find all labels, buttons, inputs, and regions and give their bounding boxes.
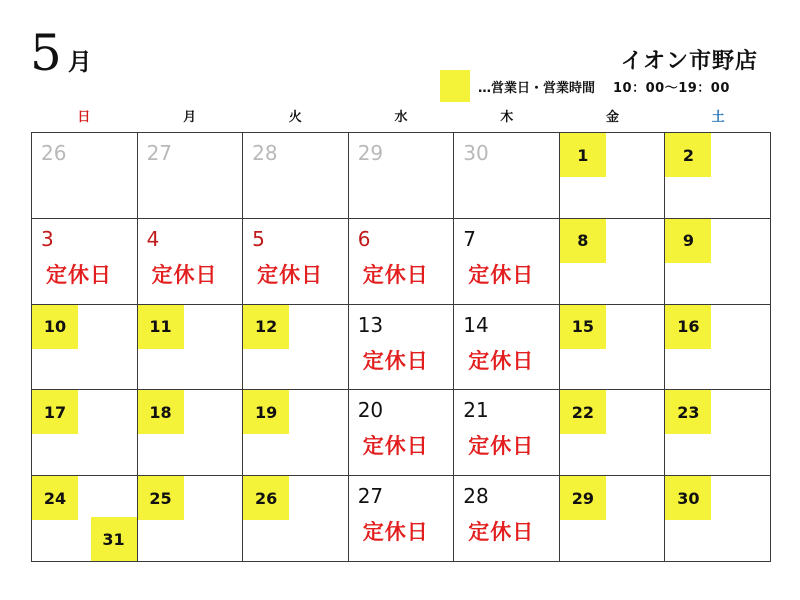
day-cell <box>243 390 349 476</box>
weekday-header <box>31 106 771 125</box>
day-cell <box>349 219 455 305</box>
month-suffix: 月 <box>67 48 92 76</box>
day-cell <box>32 133 138 219</box>
business-day-number: 12 <box>243 305 289 349</box>
legend-swatch <box>440 70 470 102</box>
day-number: 20 <box>357 398 384 423</box>
day-number: 5 <box>252 226 265 251</box>
day-number: 28 <box>463 484 489 509</box>
day-cell <box>665 305 771 391</box>
business-day-number: 22 <box>560 390 606 434</box>
day-cell <box>243 476 349 562</box>
business-day-number: 15 <box>560 305 606 349</box>
previous-month-day-number: 29 <box>357 141 384 165</box>
day-cell <box>138 219 244 305</box>
day-cell <box>560 305 666 391</box>
closed-day-label: 定休日 <box>362 262 429 287</box>
business-day-number: 25 <box>138 476 184 520</box>
business-day-number: 24 <box>32 476 78 520</box>
business-day-number: 30 <box>665 476 711 520</box>
day-cell <box>349 476 455 562</box>
previous-month-day-number: 26 <box>41 141 67 165</box>
weekday-mon: 月 <box>183 110 197 125</box>
business-day-number: 16 <box>665 305 711 349</box>
day-cell <box>454 305 560 391</box>
business-day-number: 23 <box>665 390 711 434</box>
closed-day-label: 定休日 <box>151 262 218 287</box>
day-number: 13 <box>357 312 384 337</box>
day-cell <box>32 219 138 305</box>
closed-day-label: 定休日 <box>468 520 535 545</box>
day-number: 4 <box>146 226 160 251</box>
legend-hours: 10：00〜19：00 <box>613 80 730 96</box>
business-day-number: 18 <box>138 390 184 434</box>
legend <box>440 70 730 102</box>
business-day-number: 19 <box>243 390 289 434</box>
weekday-sun: 日 <box>77 110 91 125</box>
previous-month-day-number: 30 <box>463 141 489 165</box>
day-cell <box>454 219 560 305</box>
day-cell <box>454 133 560 219</box>
day-cell <box>665 390 771 476</box>
closed-day-label: 定休日 <box>46 262 112 287</box>
business-day-number: 1 <box>560 133 606 177</box>
closed-day-label: 定休日 <box>362 348 429 373</box>
day-number: 21 <box>463 398 489 423</box>
closed-day-label: 定休日 <box>257 262 324 287</box>
business-day-number: 8 <box>560 219 606 263</box>
business-day-number: 9 <box>665 219 711 263</box>
business-day-number: 17 <box>32 390 78 434</box>
day-cell <box>349 305 455 391</box>
day-cell <box>243 133 349 219</box>
business-day-number: 11 <box>138 305 184 349</box>
day-number: 6 <box>357 226 371 251</box>
closed-day-label: 定休日 <box>362 520 429 545</box>
day-cell <box>665 219 771 305</box>
business-day-number: 31 <box>91 517 137 561</box>
day-cell <box>560 133 666 219</box>
previous-month-day-number: 27 <box>146 141 173 165</box>
day-cell <box>243 305 349 391</box>
day-number: 3 <box>41 226 54 251</box>
legend-text: …営業日・営業時間 <box>478 80 596 96</box>
business-day-number: 10 <box>32 305 78 349</box>
business-day-number: 26 <box>243 476 289 520</box>
weekday-sat: 土 <box>711 110 725 125</box>
closed-day-label: 定休日 <box>468 348 535 373</box>
day-cell <box>454 476 560 562</box>
day-cell <box>349 133 455 219</box>
store-name: イオン市野店 <box>620 49 758 74</box>
day-number: 7 <box>463 226 477 251</box>
day-cell <box>560 476 666 562</box>
month-heading <box>30 24 92 82</box>
day-cell <box>32 476 138 562</box>
day-cell <box>32 305 138 391</box>
day-cell <box>32 390 138 476</box>
closed-day-label: 定休日 <box>468 434 535 459</box>
day-cell <box>138 476 244 562</box>
day-cell <box>560 390 666 476</box>
month-number: 5 <box>30 24 62 82</box>
day-cell <box>138 305 244 391</box>
day-cell <box>665 133 771 219</box>
day-cell <box>665 476 771 562</box>
day-cell <box>349 390 455 476</box>
calendar-grid <box>31 132 771 562</box>
day-cell <box>560 219 666 305</box>
closed-day-label: 定休日 <box>362 434 429 459</box>
business-day-number: 29 <box>560 476 606 520</box>
day-cell <box>138 133 244 219</box>
weekday-fri: 金 <box>605 110 619 125</box>
day-cell <box>454 390 560 476</box>
previous-month-day-number: 28 <box>252 141 278 165</box>
weekday-thu: 木 <box>500 110 514 125</box>
day-number: 14 <box>463 312 489 337</box>
day-cell <box>138 390 244 476</box>
closed-day-label: 定休日 <box>468 262 535 287</box>
weekday-wed: 水 <box>394 110 408 125</box>
weekday-tue: 火 <box>288 110 302 125</box>
day-cell <box>243 219 349 305</box>
day-number: 27 <box>357 484 384 509</box>
business-day-number: 2 <box>665 133 711 177</box>
